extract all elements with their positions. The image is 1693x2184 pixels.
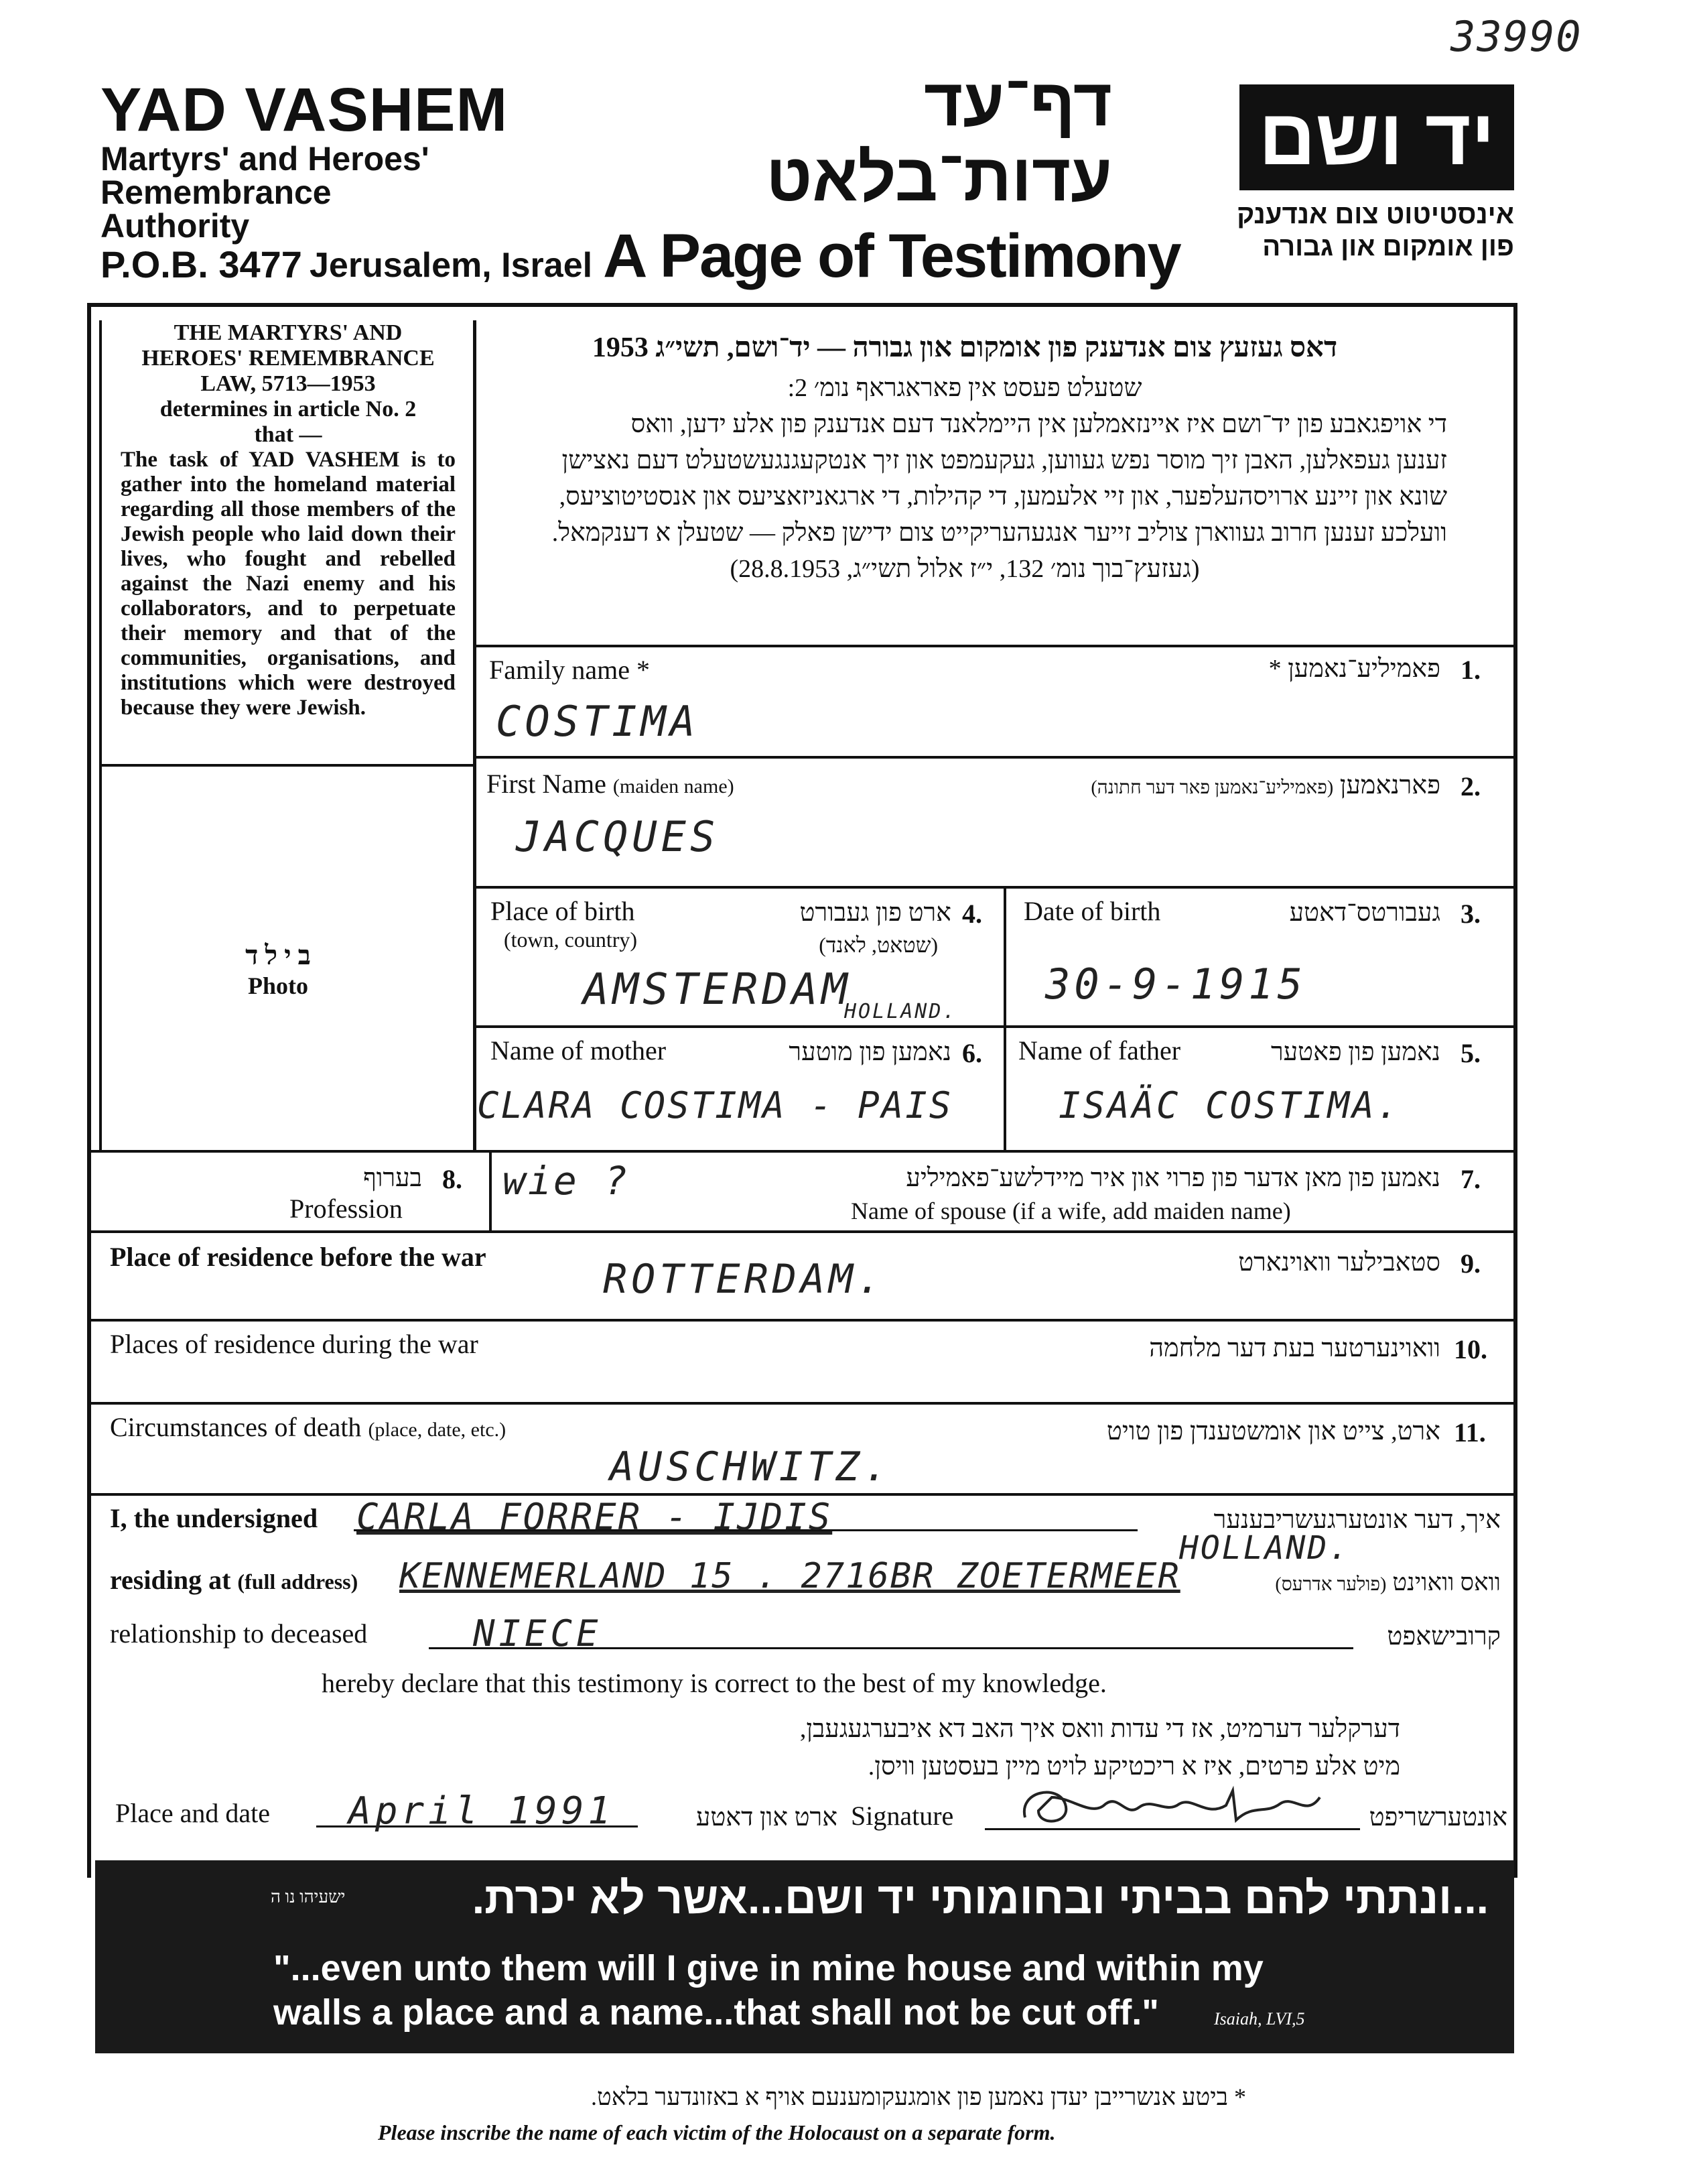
law-title-1: THE MARTYRS' AND — [174, 320, 403, 345]
yid-law-line1: דאס געזעץ צום אנדענק פון אומקום און גבורה — יד־ושם, תשי״ג 1953 — [592, 332, 1338, 363]
law-box — [121, 320, 456, 720]
field-4-num: 4. — [962, 899, 982, 929]
mother-name-value[interactable]: CLARA COSTIMA - PAIS — [477, 1084, 953, 1127]
first-name-value[interactable]: JACQUES — [516, 812, 720, 861]
field-1-num: 1. — [1461, 655, 1481, 685]
place-of-birth-country[interactable]: HOLLAND. — [844, 1000, 957, 1023]
place-of-birth-yid: ארט פון געבורט — [799, 899, 951, 927]
field-2-num: 2. — [1461, 771, 1481, 801]
institute-line-1: אינסטיטוט צום אנדענק — [1237, 200, 1514, 229]
place-date-value[interactable]: April 1991 — [348, 1789, 615, 1833]
org-line2: Remembrance — [100, 174, 332, 211]
date-of-birth-value[interactable]: 30-9-1915 — [1045, 960, 1306, 1009]
law-line-5: that — — [254, 422, 322, 447]
residence-before-war-value[interactable]: ROTTERDAM. — [603, 1256, 886, 1303]
undersigned-label: I, the undersigned — [110, 1503, 318, 1533]
yiddish-title-1: דף־עד — [923, 65, 1112, 140]
residing-value[interactable]: KENNEMERLAND 15 . 2716BR ZOETERMEER — [399, 1556, 1180, 1596]
footer-english: Please inscribe the name of each victim of the Holocaust on a separate form. — [378, 2120, 1056, 2144]
place-of-birth-sub: (town, country) — [504, 927, 638, 952]
residing-label-sub: (full address) — [237, 1569, 358, 1594]
field-10-num: 10. — [1454, 1334, 1487, 1364]
father-name-label: Name of father — [1018, 1035, 1181, 1066]
residing-yid-text: וואס וואוינט — [1392, 1569, 1501, 1596]
undersigned-value[interactable]: CARLA FORRER - IJDIS — [356, 1496, 833, 1538]
profession-label: Profession — [289, 1194, 403, 1224]
yid-law-line4: זענען געפאלען, האבן זיך מוסר נפש געווען, געקעמפט און זיך אנטקעגנגעשטעלט דעם נאצישן — [561, 446, 1447, 474]
yiddish-law — [482, 330, 1447, 587]
place-of-birth-value[interactable]: AMSTERDAM — [583, 965, 852, 1015]
rule-f1-top — [474, 645, 1515, 647]
first-name-label-sub: (maiden name) — [612, 775, 734, 797]
death-circumstances-label — [110, 1411, 506, 1443]
rule-f2-top — [474, 756, 1515, 759]
field-6-num: 6. — [962, 1038, 982, 1068]
family-name-label: Family name * — [489, 655, 650, 685]
law-title-3: LAW, 5713—1953 — [200, 371, 376, 396]
rule-f10-top — [91, 1319, 1515, 1322]
first-name-yid-sub: (פאמיליע־נאמען פאר דער חתונה) — [1091, 777, 1334, 798]
field-5-num: 5. — [1461, 1038, 1481, 1068]
place-of-birth-label: Place of birth — [490, 896, 635, 926]
residing-label — [110, 1564, 358, 1596]
sidebar-left-border — [99, 320, 102, 1151]
declaration-yid-1: דערקלער דערמיט, אז די עדות וואס איך האב דא איבערגעגעבן, — [799, 1715, 1400, 1743]
relationship-label: relationship to deceased — [110, 1618, 368, 1649]
father-name-yid: נאמען פון פאטער — [1270, 1038, 1440, 1066]
rule-f3-top — [474, 886, 1515, 889]
relationship-value[interactable]: NIECE — [473, 1612, 602, 1655]
spouse-label: Name of spouse (if a wife, add maiden name) — [851, 1198, 1291, 1224]
residing-yid — [1233, 1568, 1501, 1596]
org-pob: P.O.B. 3477 — [100, 243, 302, 285]
first-name-label-text: First Name — [486, 769, 606, 799]
right-rule — [1513, 303, 1517, 1878]
banner-english-line-1: "...even unto them will I give in mine house and within my — [273, 1948, 1264, 1988]
place-of-birth-yid-sub: (שטאט, לאנד) — [819, 933, 938, 957]
family-name-value[interactable]: COSTIMA — [496, 697, 699, 746]
field-11-num: 11. — [1454, 1417, 1486, 1448]
org-city: Jerusalem, Israel — [310, 246, 593, 285]
left-rule — [87, 303, 91, 1878]
place-date-yid: ארט און דאטע — [695, 1803, 837, 1832]
residence-during-war-yid: וואוינערטער בעת דער מלחמה — [1149, 1334, 1440, 1362]
place-date-label: Place and date — [115, 1798, 270, 1828]
residing-label-text: residing at — [110, 1565, 231, 1595]
law-body: The task of YAD VASHEM is to gather into the homeland material regarding all those members of the Jewish people who laid down their lives, who fought and rebelled against the Nazi enemy and his collaborators, and to perpetuate their memory and that of the communities, organisations, and institutions which were destroyed because they were Jewish. — [121, 448, 456, 720]
declaration-yid-2: מיט אלע פרטים, איז א ריכטיקע לויט מיין בעסטען וויסן. — [868, 1752, 1400, 1781]
yid-law-line5: שונא און זיינע ארויסהעלפער, און זיי אלעמען, די קהילות, די ארגאניזאציעס און אנסטיטוציעס, — [559, 483, 1447, 511]
yad-vashem-logo: יד ושם — [1239, 84, 1514, 190]
rule-f7-divider — [489, 1150, 492, 1230]
declaration-line: hereby declare that this testimony is correct to the best of my knowledge. — [322, 1668, 1107, 1698]
death-circumstances-sub: (place, date, etc.) — [368, 1419, 506, 1441]
mother-name-label: Name of mother — [490, 1035, 667, 1066]
residence-before-war-label: Place of residence before the war — [110, 1242, 486, 1272]
law-title-2: HEROES' REMEMBRANCE — [141, 346, 435, 371]
photo-yiddish: ב י ל ד — [245, 940, 311, 970]
top-rule — [87, 303, 1517, 307]
relationship-yid: קרובישאפט — [1387, 1622, 1501, 1651]
father-name-value[interactable]: ISAÄC COSTIMA. — [1059, 1084, 1402, 1127]
field-9-num: 9. — [1461, 1248, 1481, 1279]
yiddish-title-2: עדות־בלאט — [766, 140, 1112, 215]
rule-f5-top — [474, 1025, 1515, 1028]
signature-yid: אונטערשריפט — [1369, 1803, 1507, 1832]
yid-law-line6: וועלכע זענען חרוב געווארן צוליב זייער אנגעהעריקייט צום ידישן פאלק — שטעלן א דענקמאל. — [551, 519, 1447, 547]
field-8-num: 8. — [442, 1164, 462, 1194]
undersigned-yid: איך, דער אונטערגעשריבענער — [1213, 1506, 1501, 1534]
document-number: 33990 — [1450, 12, 1582, 61]
law-box-bottom — [99, 764, 474, 767]
banner-english-line-2: walls a place and a name...that shall not be cut off." — [273, 1992, 1159, 2033]
residing-country[interactable]: HOLLAND. — [1179, 1529, 1351, 1567]
yid-law-line7: (געזעץ־בוך נומ׳ 132, י״ז אלול תשי״ג, 28.8.1953) — [730, 555, 1200, 583]
field-3-num: 3. — [1461, 899, 1481, 929]
first-name-label — [486, 768, 734, 799]
residence-during-war-label: Places of residence during the war — [110, 1329, 478, 1359]
spouse-yid: נאמען פון מאן אדער פון פרוי און איר מיידלשע־פאמיליע — [906, 1164, 1440, 1192]
first-name-yid-text: פארנאמען — [1339, 771, 1440, 799]
page-title: A Page of Testimony — [603, 222, 1180, 290]
profession-yid: בערוף — [363, 1164, 422, 1192]
org-name: YAD VASHEM — [100, 76, 509, 144]
residence-before-war-yid: סטאבילער וואוינארט — [1238, 1248, 1440, 1277]
signature-label: Signature — [851, 1801, 954, 1831]
death-circumstances-text: Circumstances of death — [110, 1412, 362, 1442]
signature-mark[interactable] — [1012, 1777, 1333, 1834]
death-circumstances-value[interactable]: AUSCHWITZ. — [610, 1443, 892, 1490]
org-line3: Authority — [100, 207, 250, 245]
law-line-4: determines in article No. 2 — [159, 397, 417, 422]
banner-source-hebrew: ישעיהו נו ה — [271, 1887, 346, 1907]
mother-name-yid: נאמען פון מוטער — [789, 1038, 951, 1066]
first-name-yid — [871, 771, 1440, 800]
rule-f9-top — [91, 1230, 1515, 1233]
residing-yid-sub: (פולער אדרעס) — [1275, 1574, 1387, 1595]
institute-line-2: פון אומקום און גבורה — [1262, 232, 1514, 261]
photo-label: Photo — [248, 972, 308, 999]
rule-mid-vertical — [1004, 886, 1006, 1151]
signature-scribble — [1012, 1777, 1333, 1834]
quote-banner — [95, 1860, 1514, 2053]
banner-source-english: Isaiah, LVI,5 — [1214, 2009, 1305, 2029]
yid-law-line3: די אויפגאבע פון יד־ושם איז איינזאמלען אין היימלאנד דעם אנדענק פון אלע ידען, וואס — [630, 410, 1447, 438]
rule-f11-top — [91, 1402, 1515, 1405]
date-of-birth-yid: געבורטס־דאטע — [1289, 899, 1440, 927]
field-7-num: 7. — [1461, 1164, 1481, 1194]
death-circumstances-yid: ארט, צייט און אומשטענדן פון טויט — [1106, 1417, 1440, 1446]
footer-yiddish: * ביטע אנשרייבן יעדן נאמען פון אומגעקומענעם אויף א באזונדער בלאט. — [590, 2083, 1246, 2110]
banner-hebrew-quote: ...ונתתי להם בביתי ובחומותי יד ושם...אשר לא יכרת. — [472, 1873, 1489, 1923]
org-line1: Martyrs' and Heroes' — [100, 140, 429, 178]
family-name-yid: פאמיליע־נאמען * — [1268, 655, 1440, 683]
spouse-value[interactable]: wie ? — [502, 1158, 630, 1204]
date-of-birth-label: Date of birth — [1024, 896, 1161, 926]
yid-law-line2: שטעלט פעסט אין פאראגראף נומ׳ 2: — [787, 374, 1142, 402]
rule-f7-top — [91, 1150, 1515, 1153]
